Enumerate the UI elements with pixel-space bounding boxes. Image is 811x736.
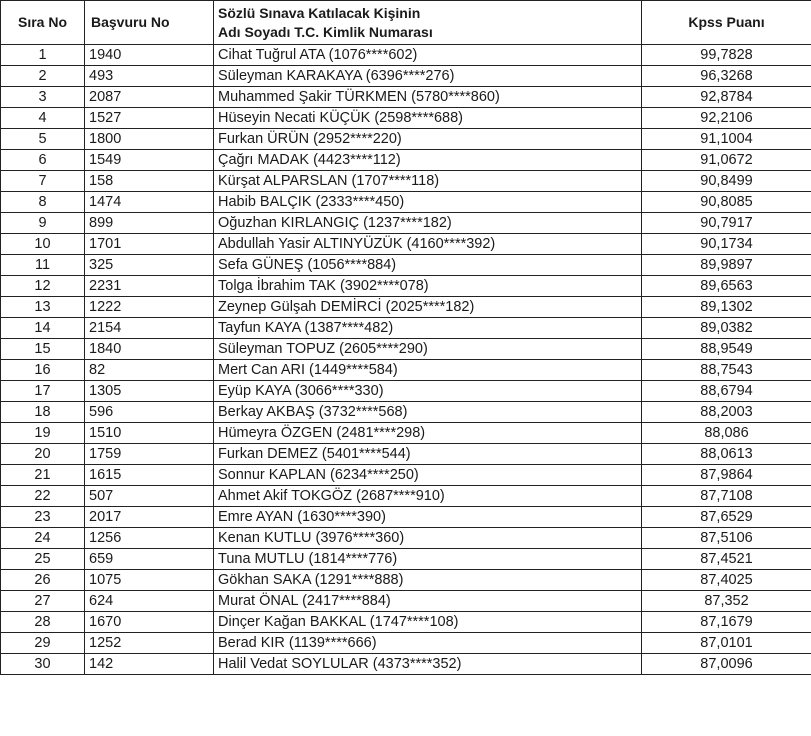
cell-sira-no: 2: [1, 66, 85, 87]
cell-sira-no: 4: [1, 108, 85, 129]
cell-basvuru-no: 1256: [85, 528, 214, 549]
cell-kpss-puani: 96,3268: [642, 66, 811, 87]
cell-sira-no: 5: [1, 129, 85, 150]
cell-kpss-puani: 87,4521: [642, 549, 811, 570]
cell-candidate: Furkan ÜRÜN (2952****220): [214, 129, 642, 150]
cell-sira-no: 24: [1, 528, 85, 549]
cell-kpss-puani: 88,0613: [642, 444, 811, 465]
table-row: [1, 570, 811, 591]
cell-basvuru-no: 325: [85, 255, 214, 276]
cell-kpss-puani: 87,352: [642, 591, 811, 612]
cell-basvuru-no: 2231: [85, 276, 214, 297]
cell-sira-no: 27: [1, 591, 85, 612]
table-row: [1, 192, 811, 213]
cell-kpss-puani: 89,6563: [642, 276, 811, 297]
cell-basvuru-no: 1510: [85, 423, 214, 444]
cell-sira-no: 28: [1, 612, 85, 633]
cell-candidate: Kürşat ALPARSLAN (1707****118): [214, 171, 642, 192]
cell-sira-no: 30: [1, 654, 85, 675]
table-row: [1, 465, 811, 486]
cell-candidate: Tuna MUTLU (1814****776): [214, 549, 642, 570]
cell-kpss-puani: 88,2003: [642, 402, 811, 423]
cell-sira-no: 15: [1, 339, 85, 360]
header-row: [1, 1, 811, 45]
cell-candidate: Habib BALÇIK (2333****450): [214, 192, 642, 213]
cell-sira-no: 20: [1, 444, 85, 465]
cell-sira-no: 16: [1, 360, 85, 381]
table-row: [1, 402, 811, 423]
cell-kpss-puani: 90,8499: [642, 171, 811, 192]
cell-candidate: Furkan DEMEZ (5401****544): [214, 444, 642, 465]
cell-candidate: Berkay AKBAŞ (3732****568): [214, 402, 642, 423]
table-row: [1, 150, 811, 171]
cell-basvuru-no: 1075: [85, 570, 214, 591]
cell-basvuru-no: 2154: [85, 318, 214, 339]
cell-kpss-puani: 90,8085: [642, 192, 811, 213]
cell-sira-no: 29: [1, 633, 85, 654]
table-row: [1, 549, 811, 570]
table-row: [1, 423, 811, 444]
cell-candidate: Sonnur KAPLAN (6234****250): [214, 465, 642, 486]
cell-sira-no: 9: [1, 213, 85, 234]
cell-sira-no: 13: [1, 297, 85, 318]
cell-candidate: Emre AYAN (1630****390): [214, 507, 642, 528]
cell-basvuru-no: 158: [85, 171, 214, 192]
cell-sira-no: 18: [1, 402, 85, 423]
cell-kpss-puani: 92,8784: [642, 87, 811, 108]
cell-basvuru-no: 1840: [85, 339, 214, 360]
cell-kpss-puani: 90,1734: [642, 234, 811, 255]
cell-basvuru-no: 1759: [85, 444, 214, 465]
table-row: [1, 255, 811, 276]
table-row: [1, 654, 811, 675]
cell-kpss-puani: 92,2106: [642, 108, 811, 129]
cell-sira-no: 7: [1, 171, 85, 192]
cell-sira-no: 6: [1, 150, 85, 171]
header-basvuru-no: Başvuru No: [85, 1, 214, 45]
cell-sira-no: 26: [1, 570, 85, 591]
cell-kpss-puani: 99,7828: [642, 45, 811, 66]
cell-kpss-puani: 87,0101: [642, 633, 811, 654]
cell-candidate: Sefa GÜNEŞ (1056****884): [214, 255, 642, 276]
cell-candidate: Cihat Tuğrul ATA (1076****602): [214, 45, 642, 66]
cell-kpss-puani: 87,5106: [642, 528, 811, 549]
cell-basvuru-no: 82: [85, 360, 214, 381]
cell-kpss-puani: 91,0672: [642, 150, 811, 171]
cell-candidate: Ahmet Akif TOKGÖZ (2687****910): [214, 486, 642, 507]
cell-kpss-puani: 89,0382: [642, 318, 811, 339]
cell-candidate: Berad KIR (1139****666): [214, 633, 642, 654]
cell-sira-no: 3: [1, 87, 85, 108]
cell-basvuru-no: 507: [85, 486, 214, 507]
table-row: [1, 318, 811, 339]
table-row: [1, 66, 811, 87]
cell-sira-no: 12: [1, 276, 85, 297]
cell-sira-no: 1: [1, 45, 85, 66]
table-row: [1, 339, 811, 360]
cell-sira-no: 14: [1, 318, 85, 339]
cell-basvuru-no: 659: [85, 549, 214, 570]
cell-candidate: Hüseyin Necati KÜÇÜK (2598****688): [214, 108, 642, 129]
cell-kpss-puani: 87,0096: [642, 654, 811, 675]
cell-candidate: Eyüp KAYA (3066****330): [214, 381, 642, 402]
cell-sira-no: 8: [1, 192, 85, 213]
cell-candidate: Gökhan SAKA (1291****888): [214, 570, 642, 591]
cell-basvuru-no: 142: [85, 654, 214, 675]
table-row: [1, 444, 811, 465]
cell-kpss-puani: 90,7917: [642, 213, 811, 234]
cell-sira-no: 19: [1, 423, 85, 444]
cell-basvuru-no: 2087: [85, 87, 214, 108]
cell-sira-no: 17: [1, 381, 85, 402]
cell-kpss-puani: 87,7108: [642, 486, 811, 507]
cell-basvuru-no: 624: [85, 591, 214, 612]
cell-sira-no: 21: [1, 465, 85, 486]
cell-candidate: Hümeyra ÖZGEN (2481****298): [214, 423, 642, 444]
header-sira-no: Sıra No: [1, 1, 85, 45]
cell-candidate: Murat ÖNAL (2417****884): [214, 591, 642, 612]
cell-kpss-puani: 91,1004: [642, 129, 811, 150]
cell-candidate: Halil Vedat SOYLULAR (4373****352): [214, 654, 642, 675]
table-row: [1, 633, 811, 654]
cell-basvuru-no: 1701: [85, 234, 214, 255]
cell-kpss-puani: 87,6529: [642, 507, 811, 528]
table-row: [1, 486, 811, 507]
table-row: [1, 591, 811, 612]
cell-kpss-puani: 89,9897: [642, 255, 811, 276]
table-row: [1, 45, 811, 66]
table-row: [1, 213, 811, 234]
cell-basvuru-no: 1670: [85, 612, 214, 633]
cell-basvuru-no: 1222: [85, 297, 214, 318]
cell-kpss-puani: 88,7543: [642, 360, 811, 381]
table-row: [1, 129, 811, 150]
table-row: [1, 171, 811, 192]
cell-kpss-puani: 88,9549: [642, 339, 811, 360]
cell-basvuru-no: 2017: [85, 507, 214, 528]
cell-kpss-puani: 88,086: [642, 423, 811, 444]
header-candidate: [214, 1, 642, 45]
cell-sira-no: 22: [1, 486, 85, 507]
cell-basvuru-no: 1800: [85, 129, 214, 150]
cell-candidate: Dinçer Kağan BAKKAL (1747****108): [214, 612, 642, 633]
table-row: [1, 360, 811, 381]
table-row: [1, 507, 811, 528]
cell-kpss-puani: 87,9864: [642, 465, 811, 486]
cell-candidate: Oğuzhan KIRLANGIÇ (1237****182): [214, 213, 642, 234]
table-row: [1, 612, 811, 633]
table-row: [1, 87, 811, 108]
table-row: [1, 234, 811, 255]
header-candidate-line2: Adı Soyadı T.C. Kimlik Numarası: [218, 23, 433, 40]
cell-basvuru-no: 1527: [85, 108, 214, 129]
cell-sira-no: 11: [1, 255, 85, 276]
cell-basvuru-no: 493: [85, 66, 214, 87]
cell-basvuru-no: 1305: [85, 381, 214, 402]
cell-kpss-puani: 87,1679: [642, 612, 811, 633]
cell-sira-no: 25: [1, 549, 85, 570]
cell-basvuru-no: 596: [85, 402, 214, 423]
cell-sira-no: 23: [1, 507, 85, 528]
cell-candidate: Çağrı MADAK (4423****112): [214, 150, 642, 171]
cell-kpss-puani: 89,1302: [642, 297, 811, 318]
cell-candidate: Abdullah Yasir ALTINYÜZÜK (4160****392): [214, 234, 642, 255]
cell-candidate: Zeynep Gülşah DEMİRCİ (2025****182): [214, 297, 642, 318]
table-row: [1, 108, 811, 129]
cell-candidate: Kenan KUTLU (3976****360): [214, 528, 642, 549]
cell-candidate: Süleyman TOPUZ (2605****290): [214, 339, 642, 360]
table-row: [1, 381, 811, 402]
table-row: [1, 276, 811, 297]
table-header: [1, 1, 811, 45]
cell-candidate: Mert Can ARI (1449****584): [214, 360, 642, 381]
cell-candidate: Tolga İbrahim TAK (3902****078): [214, 276, 642, 297]
table-row: [1, 297, 811, 318]
cell-sira-no: 10: [1, 234, 85, 255]
cell-basvuru-no: 1549: [85, 150, 214, 171]
cell-candidate: Tayfun KAYA (1387****482): [214, 318, 642, 339]
cell-basvuru-no: 899: [85, 213, 214, 234]
cell-basvuru-no: 1252: [85, 633, 214, 654]
cell-candidate: Süleyman KARAKAYA (6396****276): [214, 66, 642, 87]
cell-basvuru-no: 1940: [85, 45, 214, 66]
cell-kpss-puani: 87,4025: [642, 570, 811, 591]
cell-basvuru-no: 1615: [85, 465, 214, 486]
header-kpss-puani: Kpss Puanı: [642, 1, 811, 45]
cell-kpss-puani: 88,6794: [642, 381, 811, 402]
header-candidate-line1: Sözlü Sınava Katılacak Kişinin: [218, 4, 421, 21]
table-body: [1, 45, 811, 675]
table-row: [1, 528, 811, 549]
cell-basvuru-no: 1474: [85, 192, 214, 213]
cell-candidate: Muhammed Şakir TÜRKMEN (5780****860): [214, 87, 642, 108]
